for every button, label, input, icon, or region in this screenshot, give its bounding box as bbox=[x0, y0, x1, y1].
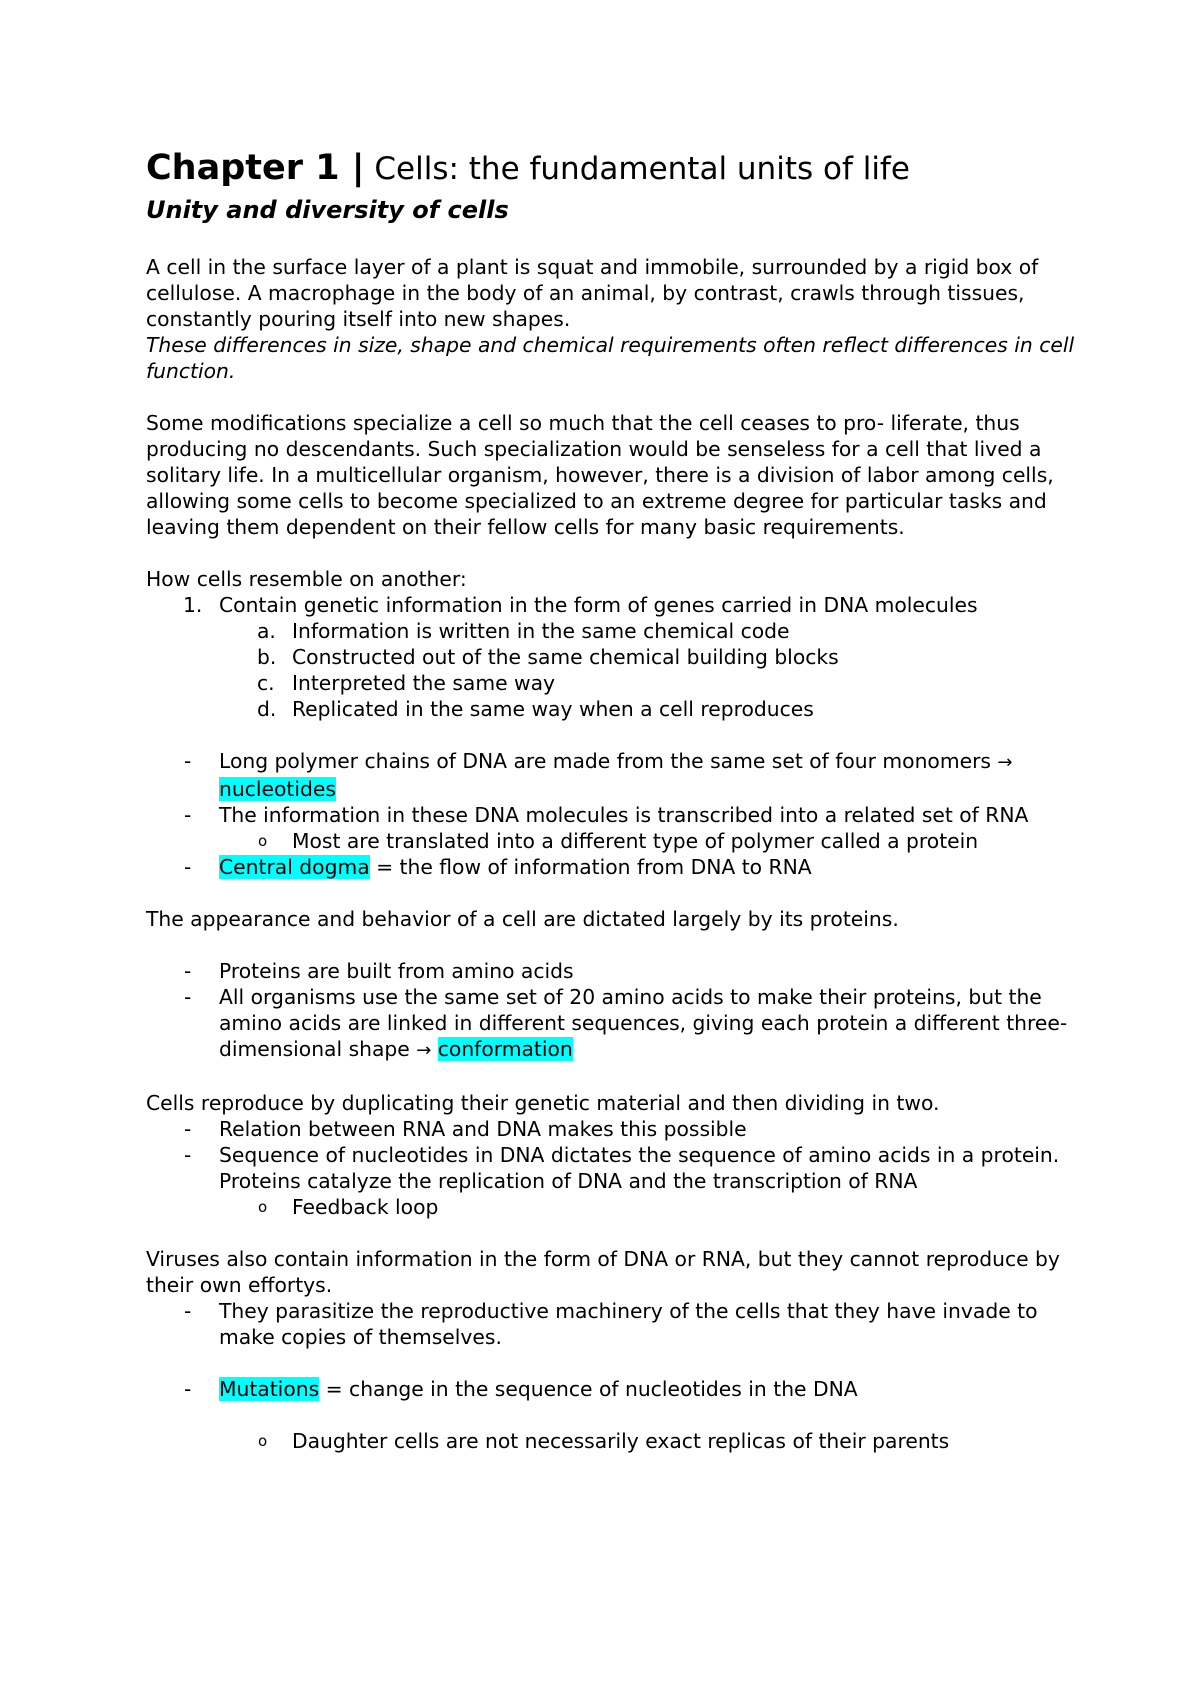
reproduce-paragraph: Cells reproduce by duplicating their genetic material and then dividing in two. bbox=[146, 1091, 940, 1115]
list-item-text: Replicated in the same way when a cell reproduces bbox=[292, 697, 814, 721]
list-item-text: Information is written in the same chemical code bbox=[292, 619, 790, 643]
dash-bullet: - bbox=[184, 803, 192, 827]
chapter-label: Chapter 1 | bbox=[146, 148, 365, 188]
list-item-text: Relation between RNA and DNA makes this possible bbox=[219, 1117, 747, 1141]
viruses-paragraph: Viruses also contain information in the form of DNA or RNA, but they cannot reproduce by their own effortys. bbox=[146, 1247, 1060, 1297]
list-letter: b. bbox=[257, 645, 277, 669]
chapter-title bbox=[146, 146, 1086, 194]
list-item-text: Long polymer chains of DNA are made from the same set of four monomers bbox=[219, 749, 998, 773]
intro-paragraph: A cell in the surface layer of a plant is squat and immobile, surrounded by a rigid box of cellulose. A macrophage in the body of an animal, by contrast, crawls through tissues, constantly pouring itself into new shapes. bbox=[146, 255, 1039, 331]
highlighted-term: Mutations bbox=[219, 1377, 320, 1401]
specialization-paragraph: Some modifications specialize a cell so much that the cell ceases to pro- liferate, thus producing no descendants. Such specialization would be senseless for a cell that lived a solitary life. In a multicellular organism, however, there is a division of labor among cells, allowing some cells to become specialized to an extreme degree for particular tasks and leaving them dependent on their fellow cells for many basic requirements. bbox=[146, 411, 1054, 539]
list-item-text: Most are translated into a different type of polymer called a protein bbox=[292, 829, 979, 853]
list-item bbox=[146, 984, 1086, 1064]
dash-bullet: - bbox=[184, 855, 192, 879]
circle-bullet: o bbox=[258, 1432, 268, 1450]
arrow-right-icon: → bbox=[997, 752, 1013, 773]
list-letter: c. bbox=[257, 671, 275, 695]
dash-bullet: - bbox=[184, 1377, 192, 1401]
spacer bbox=[146, 1350, 1086, 1376]
highlighted-term: conformation bbox=[437, 1037, 573, 1061]
list-item bbox=[146, 644, 1086, 670]
dash-bullet: - bbox=[184, 985, 192, 1009]
document-page bbox=[146, 146, 1086, 1454]
list-item-text: = the flow of information from DNA to RNA bbox=[369, 855, 812, 879]
dash-bullet: - bbox=[184, 1143, 192, 1167]
list-item bbox=[146, 670, 1086, 696]
dash-bullet: - bbox=[184, 1299, 192, 1323]
list-item-text: Feedback loop bbox=[292, 1195, 439, 1219]
list-item-text: Sequence of nucleotides in DNA dictates the sequence of amino acids in a protein. Proteins catalyze the replication of DNA and the transcription of RNA bbox=[219, 1143, 1060, 1193]
resemble-heading: How cells resemble on another: bbox=[146, 567, 467, 591]
intro-italic-paragraph: These differences in size, shape and chemical requirements often reflect differences in cell function. bbox=[146, 333, 1075, 383]
spacer bbox=[146, 1402, 1086, 1428]
circle-bullet: o bbox=[258, 1198, 268, 1216]
proteins-paragraph: The appearance and behavior of a cell are dictated largely by its proteins. bbox=[146, 907, 899, 931]
dash-bullet: - bbox=[184, 959, 192, 983]
list-item bbox=[146, 1194, 1086, 1220]
spacer bbox=[146, 226, 1086, 254]
list-item bbox=[146, 828, 1086, 854]
list-item-text: Contain genetic information in the form of genes carried in DNA molecules bbox=[219, 593, 978, 617]
spacer bbox=[146, 932, 1086, 958]
list-letter: d. bbox=[257, 697, 277, 721]
list-item-text: All organisms use the same set of 20 amino acids to make their proteins, but the amino acids are linked in different sequences, giving each protein a different three-dimensional shape bbox=[219, 985, 1068, 1061]
list-item bbox=[146, 958, 1086, 984]
spacer bbox=[146, 1220, 1086, 1246]
list-item bbox=[146, 1116, 1086, 1142]
list-item-text: Daughter cells are not necessarily exact replicas of their parents bbox=[292, 1429, 950, 1453]
arrow-right-icon: → bbox=[416, 1040, 432, 1061]
list-item bbox=[146, 748, 1086, 802]
highlighted-term: Central dogma bbox=[219, 855, 370, 879]
list-item bbox=[146, 1142, 1086, 1194]
list-item-text: Constructed out of the same chemical building blocks bbox=[292, 645, 839, 669]
circle-bullet: o bbox=[258, 832, 268, 850]
list-number: 1. bbox=[183, 593, 203, 617]
dash-bullet: - bbox=[184, 749, 192, 773]
list-item bbox=[146, 696, 1086, 722]
list-item bbox=[146, 1376, 1086, 1402]
list-item bbox=[146, 1298, 1086, 1350]
list-item bbox=[146, 854, 1086, 880]
dash-bullet: - bbox=[184, 1117, 192, 1141]
list-item-text: They parasitize the reproductive machinery of the cells that they have invade to make copies of themselves. bbox=[219, 1299, 1038, 1349]
spacer bbox=[146, 540, 1086, 566]
spacer bbox=[146, 880, 1086, 906]
spacer bbox=[146, 384, 1086, 410]
list-item bbox=[146, 618, 1086, 644]
highlighted-term: nucleotides bbox=[219, 777, 336, 801]
list-item bbox=[146, 592, 1086, 618]
list-item bbox=[146, 1428, 1086, 1454]
list-item bbox=[146, 802, 1086, 828]
list-item-text: Proteins are built from amino acids bbox=[219, 959, 574, 983]
list-item-text: The information in these DNA molecules is transcribed into a related set of RNA bbox=[219, 803, 1029, 827]
list-letter: a. bbox=[257, 619, 276, 643]
section-heading: Unity and diversity of cells bbox=[146, 196, 509, 224]
spacer bbox=[146, 1064, 1086, 1090]
list-item-text: Interpreted the same way bbox=[292, 671, 556, 695]
list-item-text: = change in the sequence of nucleotides in the DNA bbox=[319, 1377, 858, 1401]
chapter-name: Cells: the fundamental units of life bbox=[364, 151, 910, 187]
spacer bbox=[146, 722, 1086, 748]
